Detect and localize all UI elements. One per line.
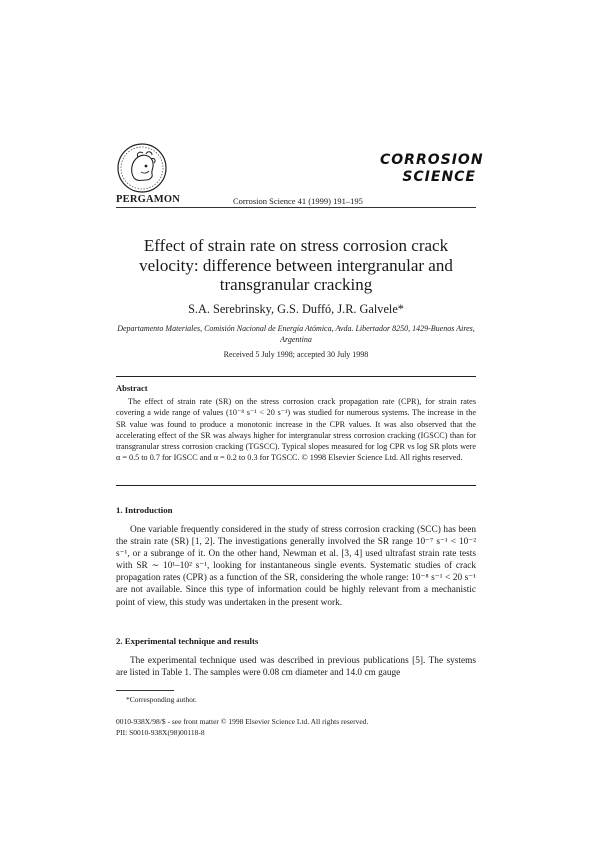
abstract-bottom-rule xyxy=(116,485,476,486)
brand-line-1: CORROSION xyxy=(380,152,484,168)
publisher-logo xyxy=(116,142,168,194)
abstract-heading: Abstract xyxy=(116,383,148,393)
article-authors: S.A. Serebrinsky, G.S. Duffó, J.R. Galvele* xyxy=(188,302,404,316)
copyright-block xyxy=(116,716,368,738)
article-title: Effect of strain rate on stress corrosion crack velocity: difference between intergranular and transgranular cracking xyxy=(139,236,453,294)
journal-reference: Corrosion Science 41 (1999) 191–195 xyxy=(233,196,363,206)
section-text-introduction: One variable frequently considered in the study of stress corrosion cracking (SCC) has been the strain rate (SR) [1, 2]. The investigations generally involved the SR range 10⁻⁷ s⁻¹ < 10⁻² s⁻¹, or a subrange of it. On the other hand, Newman et al. [3, 4] used ultrafast strain rate tests with SR ∼ 10¹–10² s⁻¹, looking for instantaneous single events. Systematic studies of crack propagation rates (CPR) as a function of the SR, considering the whole range: 10⁻⁸ s⁻¹ < 20 s⁻¹ are not available. Since this type of information could be highly relevant from a mechanistic point of view, this study was undertaken in the present work. xyxy=(116,525,476,608)
brand-line-2: SCIENCE xyxy=(402,169,476,185)
journal-brand xyxy=(380,152,484,202)
section-text-experimental: The experimental technique used was described in previous publications [5]. The systems are listed in Table 1. The samples were 0.08 cm diameter and 14.0 cm gauge xyxy=(116,656,476,679)
section-heading-experimental: 2. Experimental technique and results xyxy=(116,636,259,646)
pii-line: PII: S0010-938X(98)00118-8 xyxy=(116,728,205,737)
abstract-top-rule xyxy=(116,376,476,377)
copyright-line: 0010-938X/98/$ - see front matter © 1998 Elsevier Science Ltd. All rights reserved. xyxy=(116,717,369,726)
author-affiliation: Departamento Materiales, Comisión Nacional de Energía Atómica, Avda. Libertador 8250, 1429-Buenos Aires, Argentina xyxy=(117,324,475,344)
received-dates: Received 5 July 1998; accepted 30 July 1998 xyxy=(223,350,369,359)
abstract-text: The effect of strain rate (SR) on the stress corrosion crack propagation rate (CPR), for strain rates covering a wide range of values (10⁻⁸ s⁻¹ < 20 s⁻¹) was studied for numerous systems. The increase in the SR value was found to produce a monotonic increase in the CPR values. It was also observed that the accelerating effect of the SR was always higher for intergranular stress corrosion cracking (IGSCC) than for transgranular stress corrosion cracking (TGSCC). Typical slopes measured for log CPR vs log SR plots were α = 0.5 to 0.7 for IGSCC and α = 0.2 to 0.3 for TGSCC. © 1998 Elsevier Science Ltd. All rights reserved. xyxy=(116,397,476,463)
header-rule xyxy=(116,207,476,208)
section-heading-introduction: 1. Introduction xyxy=(116,505,173,515)
footnote-rule xyxy=(116,690,174,691)
corresponding-author-note: *Corresponding author. xyxy=(126,695,197,704)
publisher-name: PERGAMON xyxy=(116,194,181,205)
